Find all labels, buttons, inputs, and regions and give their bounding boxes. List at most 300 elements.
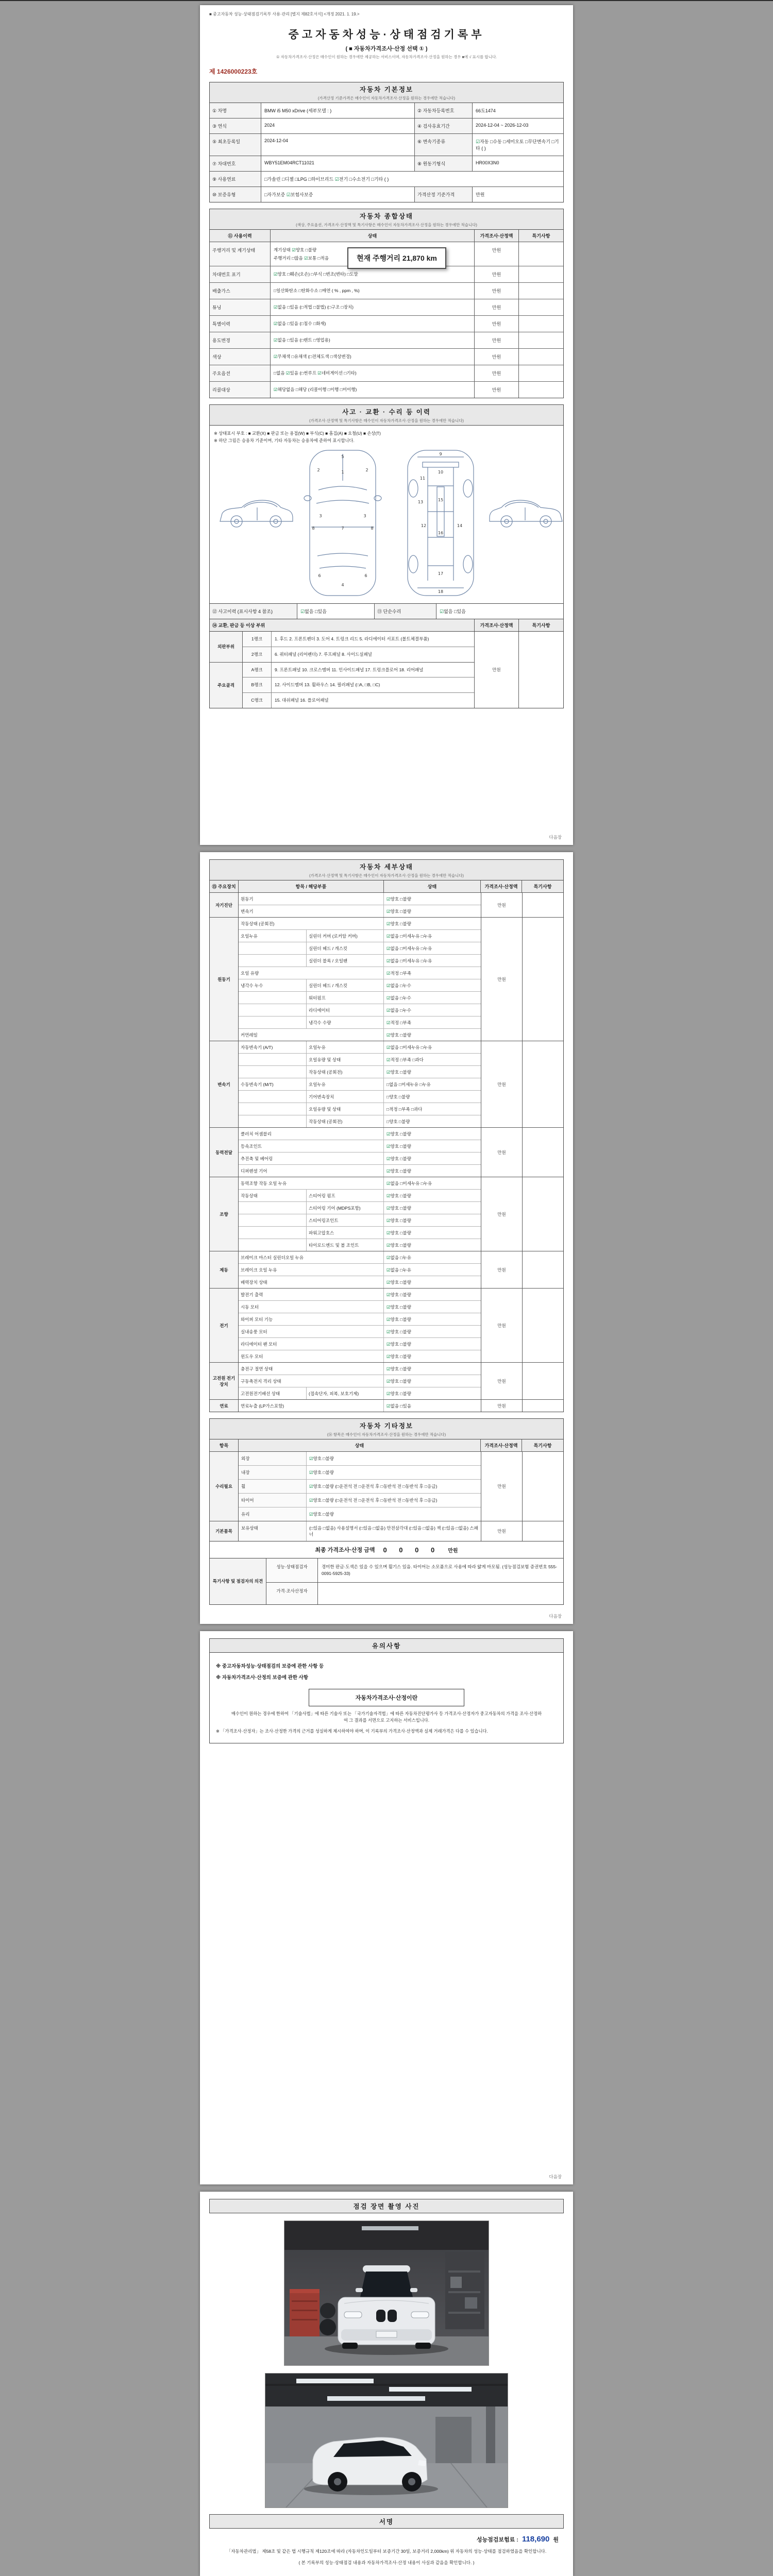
group-note-cell bbox=[522, 1452, 563, 1521]
detail-status: ☑양호 □불량 bbox=[386, 1217, 411, 1223]
fee-amount: 118,690 bbox=[522, 2535, 550, 2544]
column-device: ⑮ 주요장치 bbox=[210, 880, 239, 892]
basic-row-vin bbox=[210, 156, 563, 171]
detail-status: ☑없음 □미세누유 □누유 bbox=[386, 1044, 432, 1050]
detail-item: 연료누출 (LP가스포함) bbox=[241, 1403, 284, 1409]
section-overall-bar bbox=[209, 209, 564, 230]
field-value-fuel: □가솔린 □디젤 □LPG □하이브리드 ☑전기 □수소전기 □기타 ( ) bbox=[264, 177, 389, 182]
section-overall-title: 자동차 종합상태 bbox=[360, 213, 413, 220]
overall-row bbox=[210, 299, 563, 315]
simple-repair-label: ⑬ 단순수리 bbox=[375, 604, 436, 619]
detail-status: ☑적정 □부족 □과다 bbox=[386, 1057, 424, 1062]
detail-item: 원동기 bbox=[241, 896, 254, 902]
detail-row bbox=[239, 1177, 481, 1189]
rank-group-exterior-rows bbox=[243, 632, 474, 662]
column-status: 상태 bbox=[271, 230, 475, 242]
document-number: 제 1426000223호 bbox=[209, 68, 258, 75]
diagram-number: 9 bbox=[439, 452, 442, 456]
group-note-cell bbox=[522, 1177, 563, 1251]
overall-table-wrapper bbox=[209, 230, 564, 398]
rank-label: C랭크 bbox=[243, 693, 272, 708]
rank-label: A랭크 bbox=[243, 663, 272, 677]
status-line-2: 주행거리 □많음 ☑보통 □적음 bbox=[274, 256, 329, 261]
overall-status-value bbox=[271, 283, 475, 299]
detail-item: 오일누유 bbox=[239, 930, 307, 942]
group-label-transmission: 변속기 bbox=[210, 1041, 239, 1127]
detail-part bbox=[307, 1375, 384, 1387]
detail-status: ☑없음 □누수 bbox=[386, 1007, 411, 1013]
detail-item: 브레이크 오일 누유 bbox=[241, 1267, 277, 1273]
field-label-vin: ⑦ 차대번호 bbox=[210, 156, 261, 171]
detail-status: ☑양호 □불량 bbox=[386, 1329, 411, 1334]
group-note-cell bbox=[522, 893, 563, 917]
field-value-engine-type: HR00X3N0 bbox=[476, 160, 499, 165]
detail-part: 스티어링조인트 bbox=[307, 1214, 384, 1226]
field-label-transmission: ⑥ 변속기종류 bbox=[415, 134, 473, 156]
field-label-base-price: 가격산정 기준가격 bbox=[415, 187, 473, 202]
detail-status: ☑적정 □부족 bbox=[386, 970, 411, 976]
detail-item bbox=[239, 1066, 307, 1078]
section-photos-bar bbox=[209, 2199, 564, 2213]
detail-item: 고전원전기배선 상태 bbox=[239, 1387, 307, 1399]
detail-row bbox=[239, 1263, 481, 1276]
status-line-1: ☑없음 □있음 (□침수 □화재) bbox=[274, 321, 326, 326]
detail-row bbox=[239, 1325, 481, 1337]
detail-status: ☑양호 □불량 bbox=[386, 1353, 411, 1359]
detail-row bbox=[239, 1350, 481, 1362]
rank-parts-list: 9. 프론트패널 10. 크로스멤버 11. 인사이드패널 17. 트렁크플로어 18. 리어패널 bbox=[275, 667, 424, 672]
detail-row bbox=[239, 967, 481, 979]
group-price-cell: 만원 bbox=[481, 893, 522, 917]
detail-row bbox=[239, 1078, 481, 1090]
column-extra-price: 가격조사·산정액 bbox=[481, 1439, 522, 1451]
extra-status: ☑양호 □불량 (□운전석 전 □운전석 후 □동반석 전 □동반석 후 □응급) bbox=[309, 1498, 438, 1503]
group-note-cell bbox=[522, 1251, 563, 1288]
detail-status: □적정 □부족 □과다 bbox=[386, 1106, 423, 1112]
price-survey-note: ① 자동차가격조사·산정은 매수인이 원하는 경우에만 제공하는 서비스이며, 자동차가격조사·산정을 원하는 경우 ■에 √ 표시를 합니다. bbox=[276, 55, 497, 59]
section-basic-subtitle: (가격산정 기준가격은 매수인이 자동차가격조사·산정을 원하는 경우에만 적습니다) bbox=[317, 96, 456, 100]
detail-row bbox=[239, 1028, 481, 1041]
detail-item: 오일 유량 bbox=[241, 970, 259, 976]
document-title: 중고자동차성능·상태점검기록부 bbox=[288, 29, 485, 41]
group-note-cell bbox=[522, 1400, 563, 1412]
group-label-electric: 전기 bbox=[210, 1289, 239, 1362]
group-label-brake: 제동 bbox=[210, 1251, 239, 1288]
detail-row bbox=[239, 1164, 481, 1177]
bottom-view-underbody bbox=[408, 450, 474, 596]
next-page-label: 다음장 bbox=[549, 835, 562, 840]
overall-row bbox=[210, 381, 563, 398]
group-label-fuel: 연료 bbox=[210, 1400, 239, 1412]
detail-status: □양호 □불량 bbox=[386, 1118, 410, 1124]
status-line-1: ☑없음 □있음 (□렌트 □영업용) bbox=[274, 337, 330, 343]
detail-row bbox=[239, 1313, 481, 1325]
column-extra-item: 항목 bbox=[210, 1439, 239, 1451]
group-label-steering: 조향 bbox=[210, 1177, 239, 1251]
group-label-powertrain: 동력전달 bbox=[210, 1128, 239, 1177]
detail-item: 실내송풍 모터 bbox=[241, 1329, 267, 1334]
field-value-inspection-period: 2024-12-04 ~ 2026-12-03 bbox=[476, 123, 529, 128]
document-page-2 bbox=[200, 852, 573, 1624]
diagram-number: 15 bbox=[438, 498, 444, 502]
extra-item: 휠 bbox=[239, 1480, 307, 1493]
accident-history-row bbox=[209, 604, 564, 619]
group-price-cell: 만원 bbox=[481, 1041, 522, 1127]
next-page-label: 다음장 bbox=[549, 2174, 562, 2179]
group-note-cell bbox=[522, 918, 563, 1041]
overall-status-value bbox=[271, 382, 475, 398]
diagram-number: 6 bbox=[364, 573, 367, 578]
column-note: 특기사항 bbox=[533, 884, 552, 889]
basic-row-name bbox=[210, 103, 563, 118]
final-price-unit: 만원 bbox=[448, 1548, 458, 1554]
column-extra-note: 특기사항 bbox=[533, 1443, 552, 1448]
detail-part: 파워고압호스 bbox=[307, 1227, 384, 1239]
detail-status: ☑없음 □누유 bbox=[386, 1255, 411, 1260]
remarks-rows bbox=[266, 1558, 563, 1604]
extra-status: ☑양호 □불량 bbox=[309, 1512, 334, 1517]
overall-row bbox=[210, 332, 563, 348]
detail-row bbox=[239, 1041, 481, 1053]
detail-item: 등속조인트 bbox=[241, 1143, 262, 1149]
overall-note-cell bbox=[519, 299, 563, 315]
overall-item-label: 용도변경 bbox=[210, 332, 271, 348]
status-line-1: ☑없음 □있음 (□적법 □불법) (□구조 □장치) bbox=[274, 304, 354, 310]
document-page-4 bbox=[200, 2192, 573, 2576]
detail-row bbox=[239, 979, 481, 991]
detail-row bbox=[239, 1337, 481, 1350]
detail-row bbox=[239, 918, 481, 929]
detail-group-electric bbox=[210, 1288, 563, 1362]
remarks-row-appraiser bbox=[266, 1582, 563, 1604]
detail-item bbox=[239, 1115, 307, 1127]
detail-row bbox=[239, 1016, 481, 1028]
rank-header-title: ⑭ 교환, 판금 등 이상 부위 bbox=[210, 619, 475, 631]
detail-row bbox=[239, 893, 481, 905]
detail-item bbox=[239, 1202, 307, 1214]
rank-groups bbox=[210, 632, 475, 708]
detail-status: ☑양호 □불량 bbox=[386, 1069, 411, 1075]
detail-item bbox=[239, 1016, 307, 1028]
detail-row bbox=[239, 942, 481, 954]
detail-part: 스티어링 펌프 bbox=[307, 1190, 384, 1201]
rank-group-frame-label: 주요골격 bbox=[210, 663, 243, 708]
detail-row bbox=[239, 1226, 481, 1239]
basic-row-fuel bbox=[210, 171, 563, 187]
detail-part bbox=[307, 1140, 384, 1152]
detail-group-steering bbox=[210, 1177, 563, 1251]
overall-price-cell: 만원 bbox=[475, 299, 519, 315]
field-label-fuel: ⑨ 사용연료 bbox=[210, 172, 261, 187]
detail-status: ☑없음 □미세누유 □누유 bbox=[386, 958, 432, 963]
diagram-number: 8 bbox=[312, 526, 315, 531]
diagram-number: 11 bbox=[419, 476, 426, 481]
extra-row bbox=[239, 1493, 481, 1507]
detail-item bbox=[239, 1103, 307, 1115]
overall-note-cell bbox=[519, 266, 563, 282]
detail-item bbox=[239, 1239, 307, 1251]
extra-status: ☑양호 □불량 bbox=[309, 1456, 334, 1461]
detail-item: 작동상태 bbox=[239, 1190, 307, 1201]
rank-parts-list: 1. 후드 2. 프론트펜더 3. 도어 4. 트렁크 리드 5. 라디에이터 서포트 (볼트체결부품) bbox=[275, 636, 429, 641]
diagram-number: 12 bbox=[421, 523, 427, 528]
extra-group-basicitems bbox=[210, 1521, 563, 1541]
detail-condition-table bbox=[209, 880, 564, 1412]
detail-row bbox=[239, 1128, 481, 1140]
next-page-label: 다음장 bbox=[549, 1614, 562, 1619]
status-line-1: ☑무채색 □유채색 (□전체도색 □색상변경) bbox=[274, 354, 351, 359]
overall-price-cell: 만원 bbox=[475, 266, 519, 282]
overall-price-cell: 만원 bbox=[475, 283, 519, 299]
detail-item: 디퍼렌셜 기어 bbox=[241, 1168, 267, 1174]
overall-item-label: 색상 bbox=[210, 349, 271, 365]
diagram-number: 13 bbox=[417, 500, 424, 504]
detail-part: 워터펌프 bbox=[307, 992, 384, 1004]
section-extra-title: 자동차 기타정보 bbox=[360, 1422, 413, 1430]
detail-item: 충전구 절연 상태 bbox=[241, 1366, 273, 1371]
inspection-fee-line bbox=[209, 2535, 564, 2544]
detail-status: ☑양호 □불량 bbox=[386, 1205, 411, 1211]
detail-part: 오일누유 bbox=[307, 1041, 384, 1053]
overall-item-label: 튜닝 bbox=[210, 299, 271, 315]
notice-section1-title: ※ 중고자동차성능·상태점검의 보증에 관한 사항 등 bbox=[216, 1664, 324, 1669]
section-signature-title: 서명 bbox=[379, 2518, 394, 2526]
detail-row bbox=[239, 1239, 481, 1251]
detail-row bbox=[239, 1140, 481, 1152]
detail-part bbox=[307, 1177, 384, 1189]
section-accident-subtitle: (가격조사·산정액 및 특기사항은 매수인이 자동차가격조사·산정을 원하는 경우에만 적습니다) bbox=[309, 418, 464, 423]
extra-item: 외장 bbox=[239, 1452, 307, 1465]
detail-row bbox=[239, 1115, 481, 1127]
detail-row bbox=[239, 1053, 481, 1065]
group-price-cell: 만원 bbox=[481, 1289, 522, 1362]
inspector-comment: 경미한 판금·도색은 있을 수 있으며 휠기스 있음. 타이어는 소모품으로 사용에 따라 얇게 마모됨. (성능점검보험 증권번호 555-0091-5925-33) bbox=[322, 1564, 557, 1576]
overall-item-label: 주행거리 및 계기상태 bbox=[210, 242, 271, 266]
diagram-number: 4 bbox=[341, 583, 344, 587]
rank-label: 2랭크 bbox=[243, 647, 272, 662]
overall-status-value bbox=[271, 316, 475, 332]
notice-body bbox=[209, 1653, 564, 1743]
detail-part: 오일유량 및 상태 bbox=[307, 1054, 384, 1065]
overall-price-cell: 만원 bbox=[475, 332, 519, 348]
section-overall-subtitle: (색상, 주요옵션, 가격조사·산정액 및 특기사항은 매수인이 자동차가격조사·산정을 원하는 경우에만 적습니다) bbox=[296, 223, 477, 227]
final-price-label: 최종 가격조사·산정 금액 bbox=[315, 1547, 375, 1553]
rank-label: B랭크 bbox=[243, 677, 272, 692]
rank-parts-list: 6. 쿼터패널 (리어펜더) 7. 루프패널 8. 사이드실패널 bbox=[275, 651, 372, 657]
basic-info-table bbox=[209, 103, 564, 202]
price-survey-option: ( ■ 자동차가격조사·산정 선택 ① ) bbox=[345, 46, 428, 52]
detail-group-brake bbox=[210, 1251, 563, 1288]
field-value-first-registration: 2024-12-04 bbox=[261, 134, 415, 156]
rank-header-price: 가격조사·산정액 bbox=[475, 619, 519, 631]
field-label-first-registration: ⑤ 최초등록일 bbox=[210, 134, 261, 156]
rank-table-header bbox=[209, 619, 564, 632]
detail-item: 수동변속기 (M/T) bbox=[239, 1078, 307, 1090]
detail-part bbox=[307, 1313, 384, 1325]
detail-row bbox=[239, 1004, 481, 1016]
diagram-number: 3 bbox=[363, 514, 366, 518]
column-price: 가격조사·산정액 bbox=[475, 230, 519, 242]
group-label-highvoltage: 고전원 전기장치 bbox=[210, 1363, 239, 1399]
final-price-row bbox=[209, 1541, 564, 1558]
detail-item bbox=[239, 1091, 307, 1103]
current-mileage-callout: 현재 주행거리 21,870 km bbox=[347, 247, 446, 269]
detail-status: ☑양호 □불량 bbox=[386, 1304, 411, 1310]
detail-item: 변속기 bbox=[241, 908, 254, 914]
detail-part bbox=[307, 1029, 384, 1041]
status-line-1: □일산화탄소 □탄화수소 □매연 ( % , ppm , %) bbox=[274, 288, 360, 293]
side-view-left bbox=[220, 500, 293, 527]
detail-status: ☑양호 □불량 bbox=[386, 1156, 411, 1161]
field-label-inspection-period: ④ 검사유효기간 bbox=[415, 118, 473, 133]
overall-item-label: 배출가스 bbox=[210, 283, 271, 299]
detail-row bbox=[239, 1276, 481, 1288]
rank-row bbox=[243, 692, 474, 708]
detail-part bbox=[307, 1363, 384, 1375]
group-rows bbox=[239, 893, 481, 917]
detail-part bbox=[307, 967, 384, 979]
detail-item: 발전기 출력 bbox=[241, 1292, 263, 1297]
detail-group-transmission bbox=[210, 1041, 563, 1127]
viewer-canvas bbox=[0, 1, 773, 2576]
column-item-part: 항목 / 해당부품 bbox=[239, 880, 384, 892]
detail-part bbox=[307, 893, 384, 905]
overall-note-cell bbox=[519, 365, 563, 381]
rank-row bbox=[243, 677, 474, 692]
side-view-right bbox=[490, 500, 562, 527]
extra-header-row bbox=[210, 1439, 563, 1452]
detail-item: 브레이크 마스터 실린더오일 누유 bbox=[241, 1255, 304, 1260]
document-page-1 bbox=[200, 5, 573, 845]
rank-row bbox=[243, 647, 474, 662]
accident-diagram-box bbox=[209, 426, 564, 604]
overall-row bbox=[210, 348, 563, 365]
basic-row-registration bbox=[210, 133, 563, 156]
detail-part: 라디에이터 bbox=[307, 1004, 384, 1016]
detail-item: 커먼레일 bbox=[241, 1032, 258, 1038]
field-label-model-year: ③ 연식 bbox=[210, 118, 261, 133]
section-accident-bar bbox=[209, 404, 564, 426]
detail-status: ☑없음 □누유 bbox=[386, 1267, 411, 1273]
group-rows bbox=[239, 1452, 481, 1521]
detail-status: ☑양호 □불량 bbox=[386, 1378, 411, 1384]
diagram-note-legend: ※ 하단 그림은 승용차 기준이며, 기타 자동차는 승용차에 준하여 표시합니다. bbox=[214, 438, 355, 443]
detail-status: ☑없음 □있음 bbox=[386, 1403, 411, 1409]
group-note-cell bbox=[522, 1289, 563, 1362]
detail-row bbox=[239, 1251, 481, 1263]
accident-history-value: ☑없음 □있음 bbox=[297, 604, 375, 619]
rank-group-frame-rows bbox=[243, 663, 474, 708]
group-note-cell bbox=[522, 1128, 563, 1177]
detail-item bbox=[239, 992, 307, 1004]
detail-status: ☑양호 □불량 bbox=[386, 921, 411, 926]
detail-part: 오일누유 bbox=[307, 1078, 384, 1090]
detail-part: 기어변속장치 bbox=[307, 1091, 384, 1103]
price-survey-definition-box: 자동차가격조사·산정이란 bbox=[309, 1689, 464, 1706]
field-value-model-year: 2024 bbox=[261, 118, 415, 133]
detail-status: ☑양호 □불량 bbox=[386, 1279, 411, 1285]
group-label-repair-needed: 수리필요 bbox=[210, 1452, 239, 1521]
legal-statement-1: 「자동차관리법」 제58조 및 같은 법 시행규칙 제120조에 따라 (자동차인도일부터 보증기간 30일, 보증거리 2,000km) 위 자동차의 성능·상태를 점검하였음을 확인합니다. bbox=[226, 2549, 547, 2554]
detail-part bbox=[307, 1301, 384, 1313]
extra-row bbox=[239, 1507, 481, 1521]
extra-info-table bbox=[209, 1439, 564, 1541]
detail-item: 윈도우 모터 bbox=[241, 1353, 263, 1359]
group-rows bbox=[239, 1400, 481, 1412]
detail-status: ☑적정 □부족 bbox=[386, 1020, 411, 1025]
status-line-1: □없음 ☑있음 (□썬루프 ☑네비게이션 □기타) bbox=[274, 370, 357, 376]
detail-status: ☑양호 □불량 bbox=[386, 908, 411, 914]
detail-part: 타이로드엔드 및 볼 조인트 bbox=[307, 1239, 384, 1251]
group-price-cell: 만원 bbox=[481, 1251, 522, 1288]
overall-status-value bbox=[271, 299, 475, 315]
price-survey-definition-text: 매수인이 원하는 경우에 한하여 「기술사법」에 따른 기술사 또는 「국가기술자격법」에 따른 자동차진단평가사 등 가격조사·산정자가 중고자동차의 가격을 조사·산정하여 그 결과를 서면으로 고지하는 서비스입니다. bbox=[231, 1711, 542, 1723]
detail-part bbox=[307, 1276, 384, 1288]
overall-item-label: 리콜대상 bbox=[210, 382, 271, 398]
detail-group-engine bbox=[210, 917, 563, 1041]
detail-part bbox=[307, 1251, 384, 1263]
diagram-number: 2 bbox=[365, 468, 368, 472]
detail-part bbox=[307, 1350, 384, 1362]
detail-row bbox=[239, 991, 481, 1004]
section-notice-title: 유의사항 bbox=[372, 1642, 401, 1650]
accident-history-label: ⑫ 사고이력 (표시사항 4 참조) bbox=[210, 604, 297, 619]
detail-item: 클러치 어셈블리 bbox=[241, 1131, 272, 1137]
rank-group-exterior-label: 외판부위 bbox=[210, 632, 243, 662]
column-price: 가격조사·산정액 bbox=[481, 880, 522, 892]
detail-part bbox=[307, 1326, 384, 1337]
detail-status: ☑양호 □불량 bbox=[386, 1230, 411, 1235]
detail-status: ☑없음 □누수 bbox=[386, 995, 411, 1001]
diagram-number: 6 bbox=[318, 573, 321, 578]
group-price-cell: 만원 bbox=[481, 918, 522, 1041]
inspector-role-label: 성능·상태점검자 bbox=[266, 1558, 318, 1582]
overall-note-cell bbox=[519, 382, 563, 398]
section-basic-title: 자동차 기본정보 bbox=[360, 86, 413, 93]
basic-row-year bbox=[210, 118, 563, 133]
group-price-cell: 만원 bbox=[481, 1521, 522, 1541]
form-reference-note: ■ 중고자동차 성능·상태점검기록부 사용·관리 [별지 제82호서식] <개정 2021. 1. 19.> bbox=[209, 12, 360, 16]
detail-row bbox=[239, 1214, 481, 1226]
detail-status: ☑양호 □불량 bbox=[386, 1032, 411, 1038]
column-status: 상태 bbox=[384, 880, 481, 892]
overall-row bbox=[210, 315, 563, 332]
overall-item-label: 주요옵션 bbox=[210, 365, 271, 381]
detail-status: ☑없음 □미세누유 □누유 bbox=[386, 933, 432, 939]
extra-row bbox=[239, 1452, 481, 1465]
field-label-car-name: ① 차명 bbox=[210, 103, 261, 118]
detail-part bbox=[307, 1400, 384, 1412]
detail-row bbox=[239, 1090, 481, 1103]
remarks-label: 특기사항 및 점검자의 의견 bbox=[210, 1558, 266, 1604]
detail-part: 실린더 헤드 / 개스킷 bbox=[307, 942, 384, 954]
detail-row bbox=[239, 1152, 481, 1164]
notice-section2-title: ※ 자동차가격조사·산정의 보증에 관한 사항 bbox=[216, 1675, 308, 1681]
group-rows bbox=[239, 1177, 481, 1251]
detail-status: ☑양호 □불량 bbox=[386, 1292, 411, 1297]
group-rows bbox=[239, 1251, 481, 1288]
section-detail-bar bbox=[209, 859, 564, 880]
diagram-number: 5 bbox=[341, 454, 344, 459]
overall-price-cell: 만원 bbox=[475, 382, 519, 398]
overall-price-cell: 만원 bbox=[475, 365, 519, 381]
group-price-cell: 만원 bbox=[481, 1177, 522, 1251]
diagram-number: 3 bbox=[319, 514, 322, 518]
group-price-cell: 만원 bbox=[481, 1363, 522, 1399]
detail-status: □없음 □미세누유 □누유 bbox=[386, 1081, 431, 1087]
group-price-cell: 만원 bbox=[481, 1128, 522, 1177]
group-rows bbox=[239, 1521, 481, 1541]
